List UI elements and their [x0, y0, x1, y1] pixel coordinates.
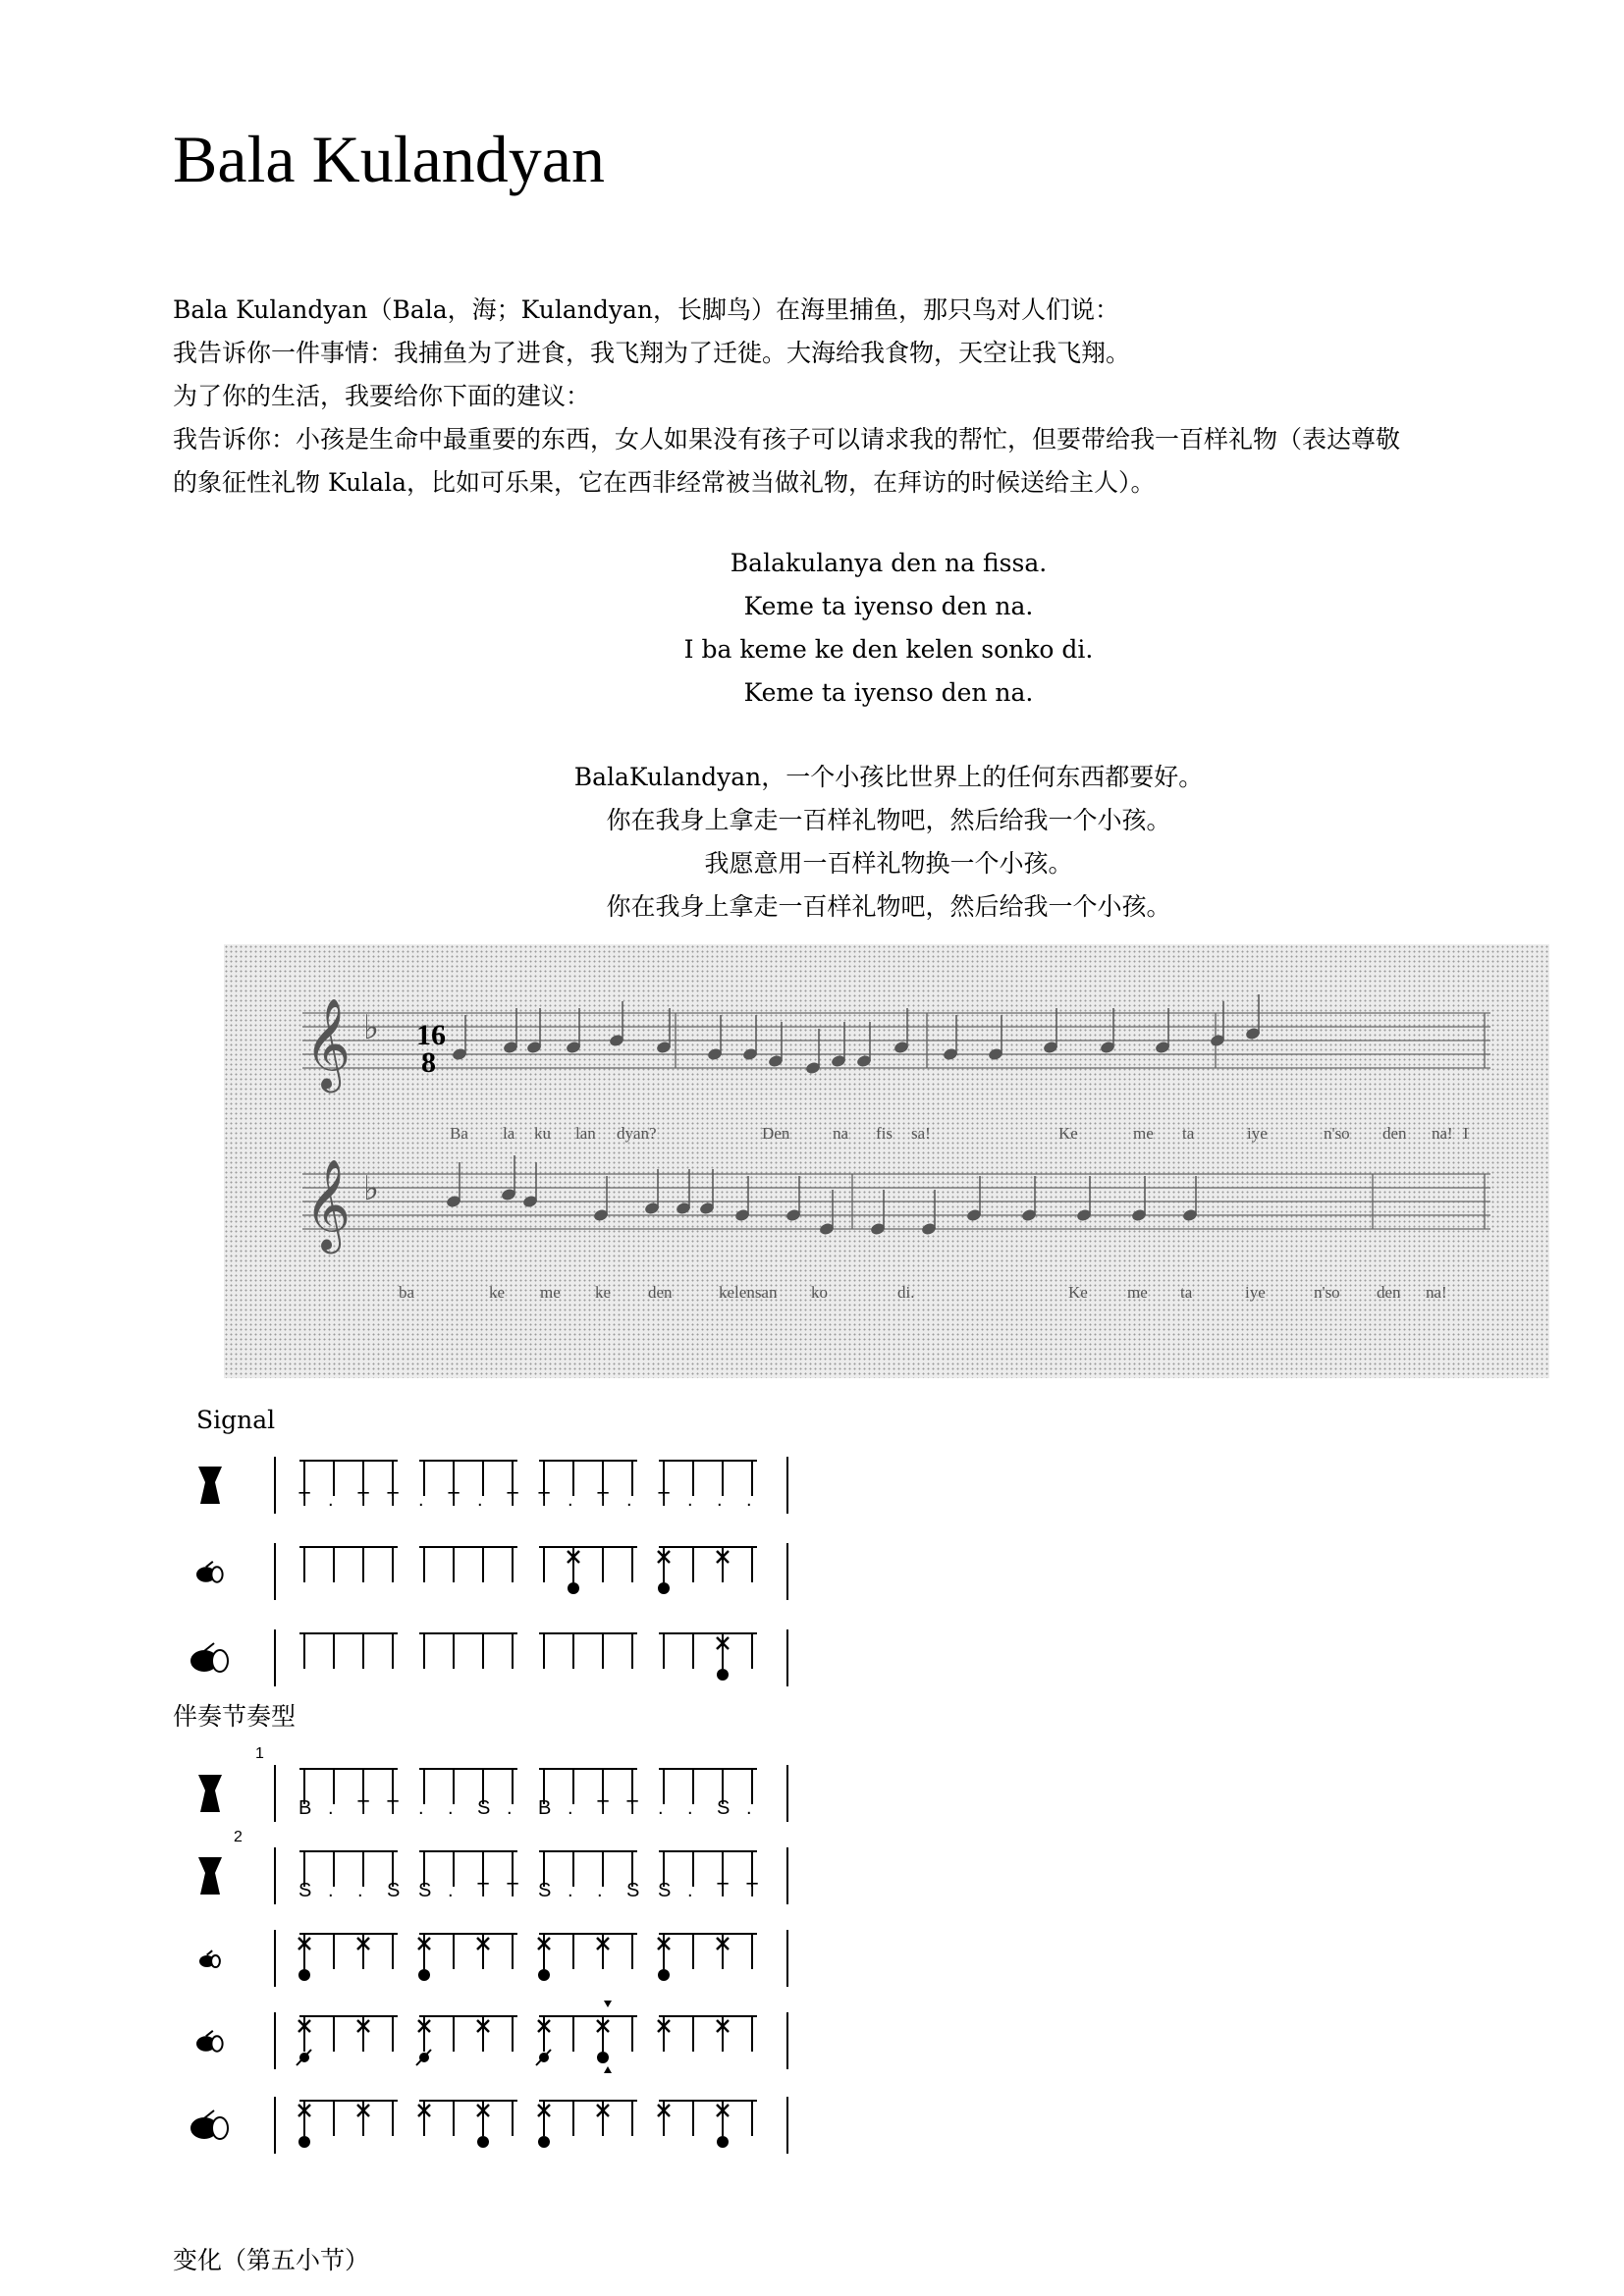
- stroke-symbol: .: [568, 1489, 573, 1511]
- flat-icon: ♭: [363, 1169, 380, 1208]
- lyric-syllable: ku: [534, 1124, 551, 1143]
- bell-dot: [658, 1969, 670, 1981]
- stroke-symbol: T: [538, 1489, 551, 1511]
- djembe-1-number: 1: [255, 1745, 264, 1762]
- lyric-syllable: n'so: [1324, 1124, 1350, 1143]
- lyric-syllable: la: [503, 1124, 515, 1143]
- dunun-head: [212, 2117, 228, 2139]
- lyric-line: I ba keme ke den kelen sonko di.: [683, 635, 1094, 664]
- lyric-syllable: ta: [1180, 1283, 1193, 1302]
- bell-dot: [538, 2136, 550, 2148]
- intro-line: 我告诉你一件事情：我捕鱼为了进食，我飞翔为了迁徙。大海给我食物，天空让我飞翔。: [173, 339, 1131, 367]
- lyric-syllable: me: [540, 1283, 561, 1302]
- stroke-symbol: T: [597, 1489, 610, 1511]
- page-title: Bala Kulandyan: [173, 122, 605, 196]
- drum-stick: [204, 1643, 214, 1651]
- lyric-syllable: sa!: [911, 1124, 931, 1143]
- treble-clef-icon: 𝄞: [304, 1158, 352, 1250]
- intro-line: 我告诉你：小孩是生命中最重要的东西，女人如果没有孩子可以请求我的帮忙，但要带给我一百样礼物（表达尊敬: [173, 425, 1401, 454]
- lyric-syllable: fis: [876, 1124, 893, 1143]
- time-signature-top: 16: [416, 1019, 446, 1051]
- stroke-symbol: .: [717, 1489, 723, 1511]
- stroke-symbol: .: [597, 1880, 603, 1901]
- djembe-icon: [198, 1775, 222, 1812]
- translation-line: 你在我身上拿走一百样礼物吧，然后给我一个小孩。: [606, 892, 1171, 921]
- stroke-symbol: T: [357, 1489, 370, 1511]
- stroke-symbol: T: [477, 1880, 490, 1901]
- lyric-syllable: n'so: [1314, 1283, 1340, 1302]
- lyric-syllable: ke: [489, 1283, 506, 1302]
- dunun-head: [211, 1567, 222, 1581]
- stroke-symbol: T: [507, 1489, 519, 1511]
- translation-line: 我愿意用一百样礼物换一个小孩。: [704, 849, 1073, 878]
- stroke-symbol: B: [538, 1797, 552, 1819]
- stroke-symbol: .: [507, 1797, 513, 1819]
- stroke-symbol: .: [357, 1880, 363, 1901]
- lyric-syllable: ta: [1182, 1124, 1195, 1143]
- section-accompaniment: 伴奏节奏型: [173, 1702, 297, 1731]
- stroke-symbol: S: [538, 1880, 552, 1901]
- bell-dot: [298, 2136, 310, 2148]
- bell-dot: [568, 1582, 579, 1594]
- lyric-syllable: den: [1377, 1283, 1401, 1302]
- lyric-syllable: na: [833, 1124, 849, 1143]
- drum-stick: [206, 2031, 213, 2037]
- drum-stick: [204, 2110, 214, 2118]
- stroke-symbol: B: [298, 1797, 312, 1819]
- section-variation: 变化（第五小节）: [173, 2246, 370, 2274]
- bell-dot: [717, 1669, 729, 1681]
- stroke-symbol: S: [717, 1797, 731, 1819]
- lyric-syllable: den: [648, 1283, 673, 1302]
- lyric-syllable: na!: [1432, 1124, 1453, 1143]
- treble-clef-icon: 𝄞: [304, 997, 352, 1089]
- stroke-symbol: .: [658, 1797, 664, 1819]
- accent-marker: [604, 2001, 612, 2007]
- lyric-syllable: me: [1127, 1283, 1148, 1302]
- drum-stick: [207, 1950, 213, 1954]
- lyric-syllable: ko: [811, 1283, 828, 1302]
- flat-icon: ♭: [363, 1008, 380, 1047]
- translation-line: BalaKulandyan，一个小孩比世界上的任何东西都要好。: [573, 763, 1204, 791]
- dunun-head: [211, 1955, 220, 1967]
- bell-dot: [717, 2136, 729, 2148]
- stroke-symbol: T: [717, 1880, 730, 1901]
- bell-dot: [597, 2052, 609, 2063]
- stroke-symbol: .: [687, 1880, 693, 1901]
- bell-dot: [658, 1582, 670, 1594]
- lyric-syllable: kelensan: [719, 1283, 778, 1302]
- stroke-symbol: S: [477, 1797, 491, 1819]
- stroke-symbol: .: [568, 1797, 573, 1819]
- stroke-symbol: S: [298, 1880, 312, 1901]
- bell-dot: [477, 2136, 489, 2148]
- lyric-syllable: me: [1133, 1124, 1154, 1143]
- intro-line: 为了你的生活，我要给你下面的建议：: [173, 382, 591, 410]
- lyric-syllable: dyan?: [617, 1124, 657, 1143]
- stroke-symbol: S: [626, 1880, 640, 1901]
- stroke-symbol: .: [418, 1489, 424, 1511]
- lyric-syllable: iye: [1245, 1283, 1266, 1302]
- time-signature-bottom: 8: [421, 1046, 436, 1079]
- stroke-symbol: .: [418, 1797, 424, 1819]
- stroke-symbol: .: [328, 1489, 334, 1511]
- stroke-symbol: T: [746, 1880, 759, 1901]
- drum-stick: [206, 1562, 213, 1568]
- stroke-symbol: S: [387, 1880, 401, 1901]
- stroke-symbol: T: [387, 1797, 400, 1819]
- lyric-syllable: Ba: [450, 1124, 468, 1143]
- stroke-symbol: .: [568, 1880, 573, 1901]
- stroke-symbol: .: [687, 1797, 693, 1819]
- lyric-line: Keme ta iyenso den na.: [743, 592, 1034, 620]
- djembe-icon: [198, 1857, 222, 1895]
- intro-line: Bala Kulandyan（Bala，海；Kulandyan，长脚鸟）在海里捕鱼，那只鸟对人们说：: [173, 295, 1120, 324]
- stroke-symbol: T: [448, 1489, 460, 1511]
- stroke-symbol: T: [507, 1880, 519, 1901]
- section-signal: Signal: [196, 1406, 276, 1434]
- lyric-syllable: Ke: [1068, 1283, 1088, 1302]
- lyric-syllable: ke: [595, 1283, 612, 1302]
- lyric-line: Balakulanya den na fissa.: [730, 549, 1048, 577]
- bell-dot: [418, 1969, 430, 1981]
- lyric-syllable: Ke: [1058, 1124, 1078, 1143]
- bell-dot: [298, 1969, 310, 1981]
- accent-marker: [604, 2066, 612, 2073]
- translation-line: 你在我身上拿走一百样礼物吧，然后给我一个小孩。: [606, 806, 1171, 834]
- lyric-syllable: ba: [399, 1283, 415, 1302]
- lyric-syllable: iye: [1247, 1124, 1268, 1143]
- lyric-syllable: na!: [1426, 1283, 1447, 1302]
- bell-dot: [538, 1969, 550, 1981]
- stroke-symbol: .: [448, 1880, 454, 1901]
- lyric-line: Keme ta iyenso den na.: [743, 678, 1034, 707]
- stroke-symbol: .: [328, 1880, 334, 1901]
- stroke-symbol: S: [418, 1880, 432, 1901]
- stroke-symbol: T: [658, 1489, 671, 1511]
- djembe-icon: [198, 1467, 222, 1504]
- lyric-syllable: Den: [762, 1124, 790, 1143]
- lyric-syllable: lan: [575, 1124, 596, 1143]
- dunun-head: [211, 2036, 222, 2051]
- dunun-head: [212, 1650, 228, 1672]
- stroke-symbol: T: [626, 1797, 639, 1819]
- stroke-symbol: .: [448, 1797, 454, 1819]
- stroke-symbol: .: [687, 1489, 693, 1511]
- stroke-symbol: .: [746, 1489, 752, 1511]
- stroke-symbol: .: [746, 1797, 752, 1819]
- lyric-syllable: di.: [897, 1283, 915, 1302]
- stroke-symbol: T: [597, 1797, 610, 1819]
- lyric-syllable: I: [1463, 1124, 1469, 1143]
- intro-line: 的象征性礼物 Kulala，比如可乐果，它在西非经常被当做礼物，在拜访的时候送给主人）。: [173, 468, 1156, 497]
- stroke-symbol: T: [298, 1489, 311, 1511]
- djembe-2-number: 2: [234, 1829, 243, 1845]
- stroke-symbol: .: [477, 1489, 483, 1511]
- stroke-symbol: .: [328, 1797, 334, 1819]
- stroke-symbol: S: [658, 1880, 672, 1901]
- stroke-symbol: T: [357, 1797, 370, 1819]
- stroke-symbol: T: [387, 1489, 400, 1511]
- stroke-symbol: .: [626, 1489, 632, 1511]
- lyric-syllable: den: [1382, 1124, 1407, 1143]
